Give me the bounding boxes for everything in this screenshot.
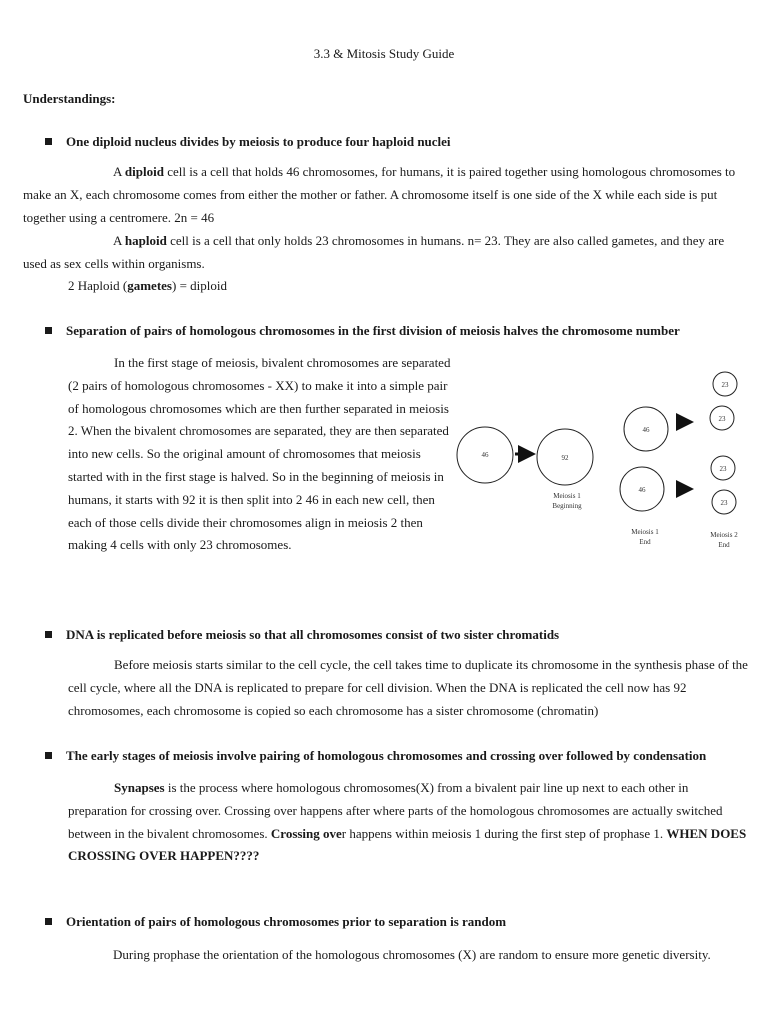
paragraph-synapses: Synapses is the process where homologous chromosomes(X) from a bivalent pair line up next to each other in preparation for crossing over. Crossing over happens after where parts of the homologous chromosomes are actually switched between in the bivalent chromosomes. Crossing over happens within meiosis 1 during the first step of prophase 1. WHEN DOES CROSSING OVER HAPPEN???? xyxy=(68,780,747,864)
label-meiosis1-begin-2: Beginning xyxy=(552,502,582,510)
cell-m2-4-label: 23 xyxy=(720,499,728,507)
term-diploid: diploid xyxy=(124,164,164,179)
cell-m1-top-label: 46 xyxy=(642,426,650,434)
meiosis-diagram xyxy=(455,368,768,558)
square-bullet-icon xyxy=(45,752,52,759)
paragraph-diploid: A diploid cell is a cell that holds 46 chromosomes, for humans, it is paired together using homologous chromosomes to make an X, each chromosome comes from either the mother or father. A chromosome itself is one side of the X while each side is put together using a centromere. 2n = 46 xyxy=(23,164,736,225)
term-haploid: haploid xyxy=(124,233,167,248)
bullet-heading-2: Separation of pairs of homologous chromosomes in the first division of meiosis halves the chromosome number xyxy=(45,323,680,339)
cell-begin-label: 92 xyxy=(561,454,569,462)
paragraph-dna-replication: Before meiosis starts similar to the cell cycle, the cell takes time to duplicate its chromosome in the synthesis phase of the cell cycle, where all the DNA is replicated to prepare for cell division. When the DNA is replicated the cell now has 92 chromosomes, each chromosome is copied so each chromosome has a sister chromosome (chromatin) xyxy=(68,657,748,718)
crossing-over-question: WHEN DOES CROSSING OVER HAPPEN???? xyxy=(68,825,747,864)
label-meiosis1-end-2: End xyxy=(639,538,651,546)
label-meiosis1-begin-1: Meiosis 1 xyxy=(553,492,581,500)
label-meiosis2-end-2: End xyxy=(718,541,730,549)
paragraph-haploid: A haploid cell is a cell that only holds 23 chromosomes in humans. n= 23. They are also called gametes, and they are used as sex cells within organisms. xyxy=(23,233,725,271)
square-bullet-icon xyxy=(45,327,52,334)
term-crossing-over: Crossing ove xyxy=(270,825,342,841)
cell-m2-3-label: 23 xyxy=(719,465,727,473)
cell-start-label: 46 xyxy=(481,451,489,459)
label-meiosis2-end-1: Meiosis 2 xyxy=(710,531,738,539)
cell-m2-2-label: 23 xyxy=(718,415,726,423)
paragraph-orientation: During prophase the orientation of the homologous chromosomes (X) are random to ensure more genetic diversity. xyxy=(113,947,711,962)
label-meiosis1-end-1: Meiosis 1 xyxy=(631,528,659,536)
meiosis-diagram-svg xyxy=(455,368,768,558)
square-bullet-icon xyxy=(45,918,52,925)
paragraph-gametes: 2 Haploid (gametes) = diploid xyxy=(68,278,227,293)
cell-m2-1-label: 23 xyxy=(721,381,729,389)
bullet-heading-5: Orientation of pairs of homologous chromosomes prior to separation is random xyxy=(45,914,506,930)
page-title: 3.3 & Mitosis Study Guide xyxy=(313,46,455,61)
paragraph-separation: In the first stage of meiosis, bivalent chromosomes are separated (2 pairs of homologous chromosomes - XX) to make it into a simple pair of homologous chromosomes which are then further separated in meiosis 2. When the bivalent chromosomes are separated, they are then separated into new cells. So the original amount of chromosomes that meiosis started with in the first stage is halved. So in the beginning of meiosis in humans, it starts with 92 it is then split into 2 46 in each new cell, then each of those cells divide their chromosomes align in meiosis 2 then making 4 cells with only 23 chromosomes. xyxy=(68,355,451,553)
square-bullet-icon xyxy=(45,138,52,145)
term-gametes: gametes xyxy=(127,278,172,293)
section-heading: Understandings: xyxy=(23,91,116,106)
square-bullet-icon xyxy=(45,631,52,638)
bullet-heading-1: One diploid nucleus divides by meiosis to produce four haploid nuclei xyxy=(45,134,451,150)
term-synapses: Synapses xyxy=(114,780,165,795)
bullet-heading-3: DNA is replicated before meiosis so that all chromosomes consist of two sister chromatids xyxy=(45,627,559,643)
bullet-heading-4: The early stages of meiosis involve pairing of homologous chromosomes and crossing over followed by condensation xyxy=(45,748,706,764)
cell-m1-bottom-label: 46 xyxy=(638,486,646,494)
